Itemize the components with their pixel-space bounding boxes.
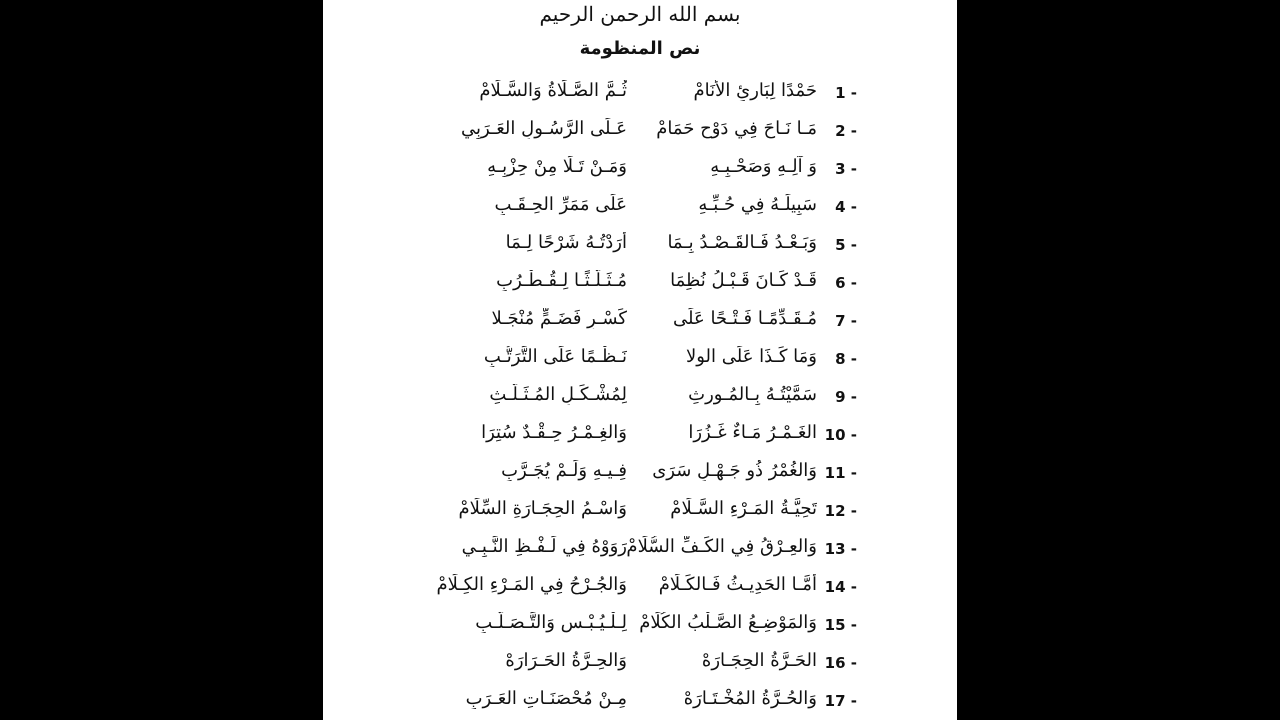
verse-number: 14 -: [824, 578, 857, 596]
verse-row: [323, 532, 957, 570]
verse-second-hemistich: فِـيـهِ وَلَـمْ يُجَـرَّبِ: [501, 460, 627, 481]
verse-row: [323, 608, 957, 646]
verse-first-hemistich: سَمَّيْتُـهُ بِـالمُـورِثِ: [688, 384, 817, 405]
verse-second-hemistich: نَـظْـمًا عَلَى التَّرَتُّـبِ: [483, 346, 627, 367]
verse-row: [323, 342, 957, 380]
verse-first-hemistich: سَبِيلَـهُ فِي حُـبِّـهِ: [698, 194, 817, 215]
basmala-heading: بسم الله الرحمن الرحيم: [539, 2, 741, 26]
verse-number: 15 -: [824, 616, 857, 634]
document-page: [323, 0, 957, 720]
verse-first-hemistich: حَمْدًا لِبَارِئِ الأَنَامْ: [693, 80, 817, 101]
verse-second-hemistich: مُـثَـلَّـثًـا لِـقُـطْـرُبِ: [496, 270, 627, 291]
verse-row: [323, 152, 957, 190]
verse-row: [323, 304, 957, 342]
verse-row: [323, 228, 957, 266]
verse-first-hemistich: وَ آلِـهِ وَصَحْـبِـهِ: [710, 156, 817, 177]
verse-number: 17 -: [824, 692, 857, 710]
verse-number: 11 -: [824, 464, 857, 482]
verse-row: [323, 418, 957, 456]
verse-second-hemistich: وَالحِـرَّةُ الحَـرَارَهْ: [505, 650, 627, 671]
verse-first-hemistich: تَحِيَّـةُ المَـرْءِ السَّـلَامْ: [670, 498, 817, 519]
verse-second-hemistich: رَوَوْهُ فِي لَـفْـظِ النَّـبِـي: [461, 536, 627, 557]
verse-number: 5 -: [835, 236, 857, 254]
verse-row: [323, 380, 957, 418]
verse-first-hemistich: مَـا نَـاحَ فِي دَوْحٍ حَمَامْ: [656, 118, 817, 139]
verse-first-hemistich: وَالمَوْضِـعُ الصَّـلْبُ الكُلَامْ: [639, 612, 817, 633]
verse-first-hemistich: وَبَـعْـدُ فَـالقَـصْـدُ بِـمَا: [667, 232, 817, 253]
verse-first-hemistich: وَمَا كَـذَا عَلَى الوِلا: [685, 346, 817, 367]
page-title: نص المنظومة: [579, 38, 701, 59]
verse-second-hemistich: أَرَدْتُـهُ شَرْحًا لِـمَا: [505, 232, 627, 253]
verse-second-hemistich: كَسْـرٍ فَضَـمٍّ مُنْجَـلا: [491, 308, 627, 329]
verse-number: 6 -: [835, 274, 857, 292]
verse-row: [323, 570, 957, 608]
verse-row: [323, 684, 957, 720]
verse-number: 9 -: [835, 388, 857, 406]
verse-first-hemistich: الغَـمْـرُ مَـاءٌ غَـزُرَا: [688, 422, 817, 443]
verse-list: [323, 76, 957, 720]
verse-number: 4 -: [835, 198, 857, 216]
verse-second-hemistich: لِمُشْـكَـلِ المُـثَـلَّـثِ: [489, 384, 627, 405]
verse-number: 7 -: [835, 312, 857, 330]
verse-second-hemistich: وَاسْـمُ الحِجَـارَةِ السِّلَامْ: [458, 498, 627, 519]
verse-row: [323, 266, 957, 304]
verse-first-hemistich: الحَـرَّةُ الحِجَـارَهْ: [701, 650, 817, 671]
verse-number: 1 -: [835, 84, 857, 102]
verse-number: 12 -: [824, 502, 857, 520]
verse-first-hemistich: وَالعِـرْقُ فِي الكَـفِّ السُّلَامْ: [626, 536, 817, 557]
verse-first-hemistich: أَمَّـا الحَدِيـثُ فَـالكَـلَامْ: [658, 574, 817, 595]
verse-number: 13 -: [824, 540, 857, 558]
verse-second-hemistich: عَلَى مَمَرِّ الحِـقَـبِ: [494, 194, 627, 215]
verse-number: 2 -: [835, 122, 857, 140]
verse-first-hemistich: وَالغُمْرُ ذُو جَـهْـلٍ سَرَى: [652, 460, 817, 481]
verse-first-hemistich: مُـقَـدِّمًـا فَـتْـحًا عَلَى: [673, 308, 817, 329]
verse-second-hemistich: مِـنْ مُحْصَنَـاتِ العَـرَبِ: [465, 688, 627, 709]
verse-second-hemistich: وَالغِـمْـرُ حِـقْـدٌ سُتِرَا: [481, 422, 627, 443]
verse-second-hemistich: لِـلْـيُـبْـسِ وَالتَّـصَـلُّـبِ: [475, 612, 627, 633]
verse-number: 3 -: [835, 160, 857, 178]
verse-second-hemistich: ثُـمَّ الصَّـلَاةُ وَالسَّـلَامْ: [479, 80, 627, 101]
verse-row: [323, 494, 957, 532]
verse-number: 8 -: [835, 350, 857, 368]
verse-row: [323, 76, 957, 114]
verse-first-hemistich: قَـدْ كَـانَ قَـبْـلُ نُظِمَا: [670, 270, 817, 291]
verse-number: 16 -: [824, 654, 857, 672]
verse-row: [323, 190, 957, 228]
verse-row: [323, 456, 957, 494]
verse-second-hemistich: عَـلَى الرَّسُـولِ العَـرَبِي: [461, 118, 627, 139]
verse-row: [323, 646, 957, 684]
verse-first-hemistich: وَالحُـرَّةُ المُخْـتَـارَهْ: [683, 688, 817, 709]
verse-row: [323, 114, 957, 152]
verse-second-hemistich: وَمَـنْ تَـلَا مِنْ حِزْبِـهِ: [487, 156, 627, 177]
verse-second-hemistich: وَالجُـرْحُ فِي المَـرْءِ الكِـلَامْ: [436, 574, 627, 595]
verse-number: 10 -: [824, 426, 857, 444]
